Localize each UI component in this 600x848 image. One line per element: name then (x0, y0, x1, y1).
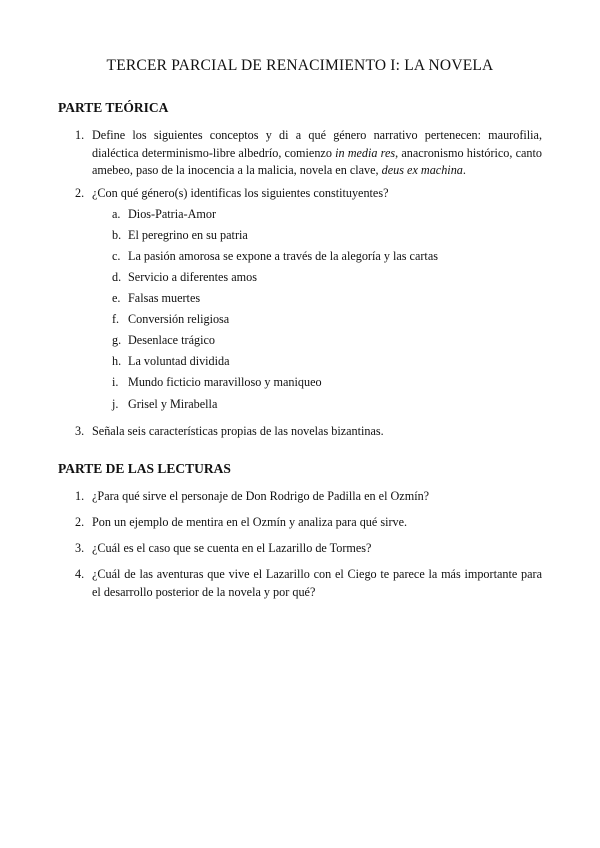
question-teorica-1 (58, 127, 542, 180)
section-heading-lecturas: PARTE DE LAS LECTURAS (58, 461, 231, 476)
question-number: 1. (75, 128, 85, 142)
question-text: ¿Cuál de las aventuras que vive el Lazarillo con el Ciego te parece la más importante para el desarrollo posterior de la novela y por qué? (92, 567, 542, 599)
italic-term: deus ex machina (381, 163, 463, 177)
exam-page: TERCER PARCIAL DE RENACIMIENTO I: LA NOVELA PARTE TEÓRICA 1. Define los siguientes conceptos y di a qué género narrativo pertenecen: maurofilia, dialéctica determinismo-libre albedrío, comienzo in media res, anacronismo histórico, canto amebeo, paso de la inocencia a la malicia, novela en clave, deus ex machina. 2. ¿Con qué género(s) identificas los siguientes constituyentes? a. Dios-Patria-Amor b. El peregrino en su patria c. La pasión amorosa se expone a través de la alegoría y las cartas d. Servicio a diferentes amos e. Falsas muertes f. Conversión religiosa g. Desenlace trágico h. La voluntad dividida i. Mundo ficticio maravilloso y maniqueo j. Grisel y Mirabella 3. Señala seis características propias de las novelas bizantinas. PARTE DE LAS LECTURAS 1. ¿Para qué sirve el personaje de Don Rodrigo de Padilla en el Ozmín? 2. Pon un ejemplo de mentira en el Ozmín y analiza para qué sirve. 3. ¿Cuál es el caso que se cuenta en el Lazarillo de Tormes? 4. ¿Cuál de las aventuras que vive el Lazarillo con el Ciego te parece la más importante para el desarrollo posterior de la novela y por qué? (0, 0, 600, 848)
question-lecturas-4 (58, 566, 542, 601)
question-text: ¿Cuál es el caso que se cuenta en el Lazarillo de Tormes? (92, 541, 372, 555)
question-number: 2. (75, 515, 85, 529)
question-text: Pon un ejemplo de mentira en el Ozmín y analiza para qué sirve. (92, 515, 408, 529)
italic-term: in media res (335, 145, 396, 160)
question-number: 4. (75, 567, 85, 581)
question-text: ¿Con qué género(s) identificas los siguientes constituyentes? (92, 186, 389, 200)
question-lecturas-1 (58, 488, 542, 506)
question-number: 3. (75, 424, 85, 438)
question-text: ¿Para qué sirve el personaje de Don Rodrigo de Padilla en el Ozmín? (92, 489, 430, 503)
document-title: TERCER PARCIAL DE RENACIMIENTO I: LA NOVELA (106, 57, 494, 74)
question-number: 2. (75, 186, 85, 200)
question-text: Señala seis características propias de las novelas bizantinas. (92, 424, 384, 438)
section-heading-teorica: PARTE TEÓRICA (58, 100, 169, 115)
question-number: 1. (75, 489, 85, 503)
question-text: Define los siguientes conceptos y di a qué género narrativo pertenecen: maurofilia, dialéctica determinismo-libre albedrío, comienzo in media res, anacronismo histórico, canto amebeo, paso de la inocencia a la malicia, novela en clave, deus ex machina. (92, 128, 542, 177)
question-lecturas-3 (58, 540, 542, 558)
question-teorica-2 (58, 185, 542, 203)
question-lecturas-2 (58, 514, 542, 532)
question-teorica-3 (58, 423, 542, 441)
question-number: 3. (75, 541, 85, 555)
